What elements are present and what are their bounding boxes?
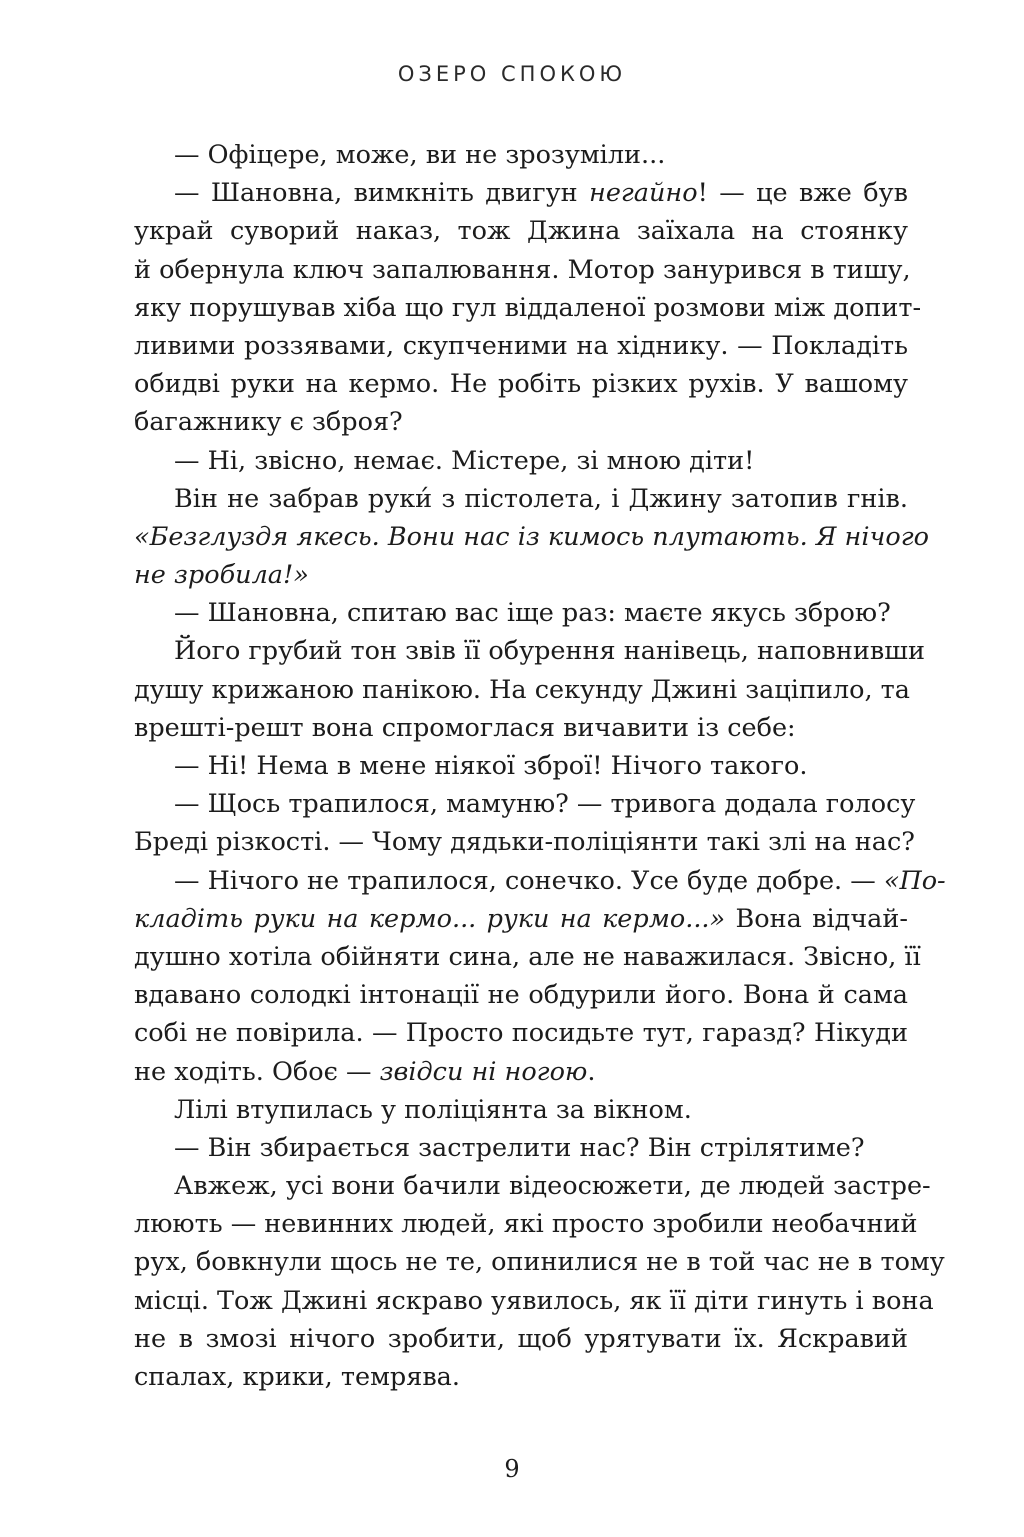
italic-text: кладіть руки на кермо... руки на кермо...» [134,903,726,934]
text-line [134,709,908,747]
text-run: ! — це вже був [697,178,908,209]
text-run: — Шановна, вимкніть двигун [174,178,590,209]
text-run: Лілі втупилась у поліціянта за вікном. [174,1094,692,1125]
text-line [134,1129,908,1167]
text-line [134,365,908,403]
text-run: — Нічого не трапилося, сонечко. Усе буде добре. — [174,865,884,896]
text-run: собі не повірила. — Просто посидьте тут, гаразд? Нікуди [134,1018,908,1049]
text-line [134,1243,945,1281]
text-run: Вона відчай- [725,903,908,934]
text-run: душу крижаною панікою. На секунду Джині заціпило, та [134,674,910,705]
text-run: яку порушував хіба що гул віддаленої розмови між допит- [134,292,922,323]
text-run: Авжеж, усі вони бачили відеосюжети, де людей застре- [174,1171,931,1202]
text-run: багажнику є зброя? [134,407,403,438]
text-line [134,327,908,365]
text-run: — Шановна, спитаю вас іще раз: маєте якусь зброю? [174,598,891,629]
text-run: украй суворий наказ, тож Джина заїхала на стоянку [134,216,908,247]
text-run: — Ні! Нема в мене ніякої зброї! Нічого такого. [174,751,808,781]
italic-text: «По- [883,865,946,896]
italic-text: не зробила!» [134,560,309,591]
text-line [134,785,916,823]
text-line [134,938,921,976]
italic-text: негайно [589,178,698,209]
text-run: ливими роззявами, скупченими на хіднику. — Покладіть [134,330,908,361]
text-line [134,1167,931,1205]
text-run: — Щось трапилося, мамуню? — тривога додала голосу [174,789,916,820]
text-run: душно хотіла обійняти сина, але не наважилася. Звісно, її [134,941,921,972]
text-run: обидві руки на кермо. Не робіть різких рухів. У вашому [134,369,908,400]
text-line [134,174,908,212]
text-run: не ходіть. Обоє — [134,1056,380,1087]
text-run: й обернула ключ запалювання. Мотор занурився в тишу, [134,254,911,285]
text-line [134,900,908,938]
text-line [134,1014,908,1052]
text-line [134,823,915,861]
text-line [134,1282,934,1320]
italic-text: «Безглуздя якесь. Вони нас із кимось плутають. Я нічого [134,521,929,552]
running-header: ОЗЕРО СПОКОЮ [397,62,627,86]
text-line [134,1358,908,1396]
text-line [134,632,925,670]
italic-text: звідси ні ногою [379,1056,588,1087]
text-run: Його грубий тон звів її обурення нанівець, наповнивши [174,636,925,667]
text-run: місці. Тож Джині яскраво уявилось, як її діти гинуть і вона [134,1285,934,1316]
body-text [134,136,946,1396]
text-run: — Він збирається застрелити нас? Він стрілятиме? [174,1132,865,1163]
text-run: спалах, крики, темрява. [134,1362,460,1392]
text-line [134,1053,908,1091]
text-line [134,1205,918,1243]
text-line [134,556,908,594]
text-run: люють — невинних людей, які просто зробили необачний [134,1209,918,1240]
text-line [134,862,946,900]
text-run: — Офіцере, може, ви не зрозуміли... [174,140,666,170]
text-line [134,1320,908,1358]
text-run: не в змозі нічого зробити, щоб урятувати їх. Яскравий [134,1323,908,1354]
text-line [134,747,908,785]
text-line [134,976,908,1014]
text-run: врешті-решт вона спромоглася вичавити із себе: [134,712,796,743]
text-line [134,480,908,518]
text-run: вдавано солодкі інтонації не обдурили його. Вона й сама [134,980,908,1011]
page-number: 9 [504,1455,520,1483]
text-line [134,671,908,709]
text-run: рух, бовкнули щось не те, опинилися не в той час не в тому [134,1247,945,1278]
text-line [134,518,929,556]
text-run: Він не забрав руки́ з пістолета, і Джину затопив гнів. [174,483,908,514]
text-line [134,289,922,327]
text-line [134,251,911,289]
text-line [134,212,908,250]
text-run: — Ні, звісно, немає. Містере, зі мною діти! [174,445,755,476]
text-line [134,136,908,174]
text-run: . [587,1056,596,1087]
text-line [134,1091,908,1129]
text-line [134,403,908,441]
text-line [134,442,908,480]
text-run: Бреді різкості. — Чому дядьки-поліціянти такі злі на нас? [134,827,915,858]
text-line [134,594,908,632]
